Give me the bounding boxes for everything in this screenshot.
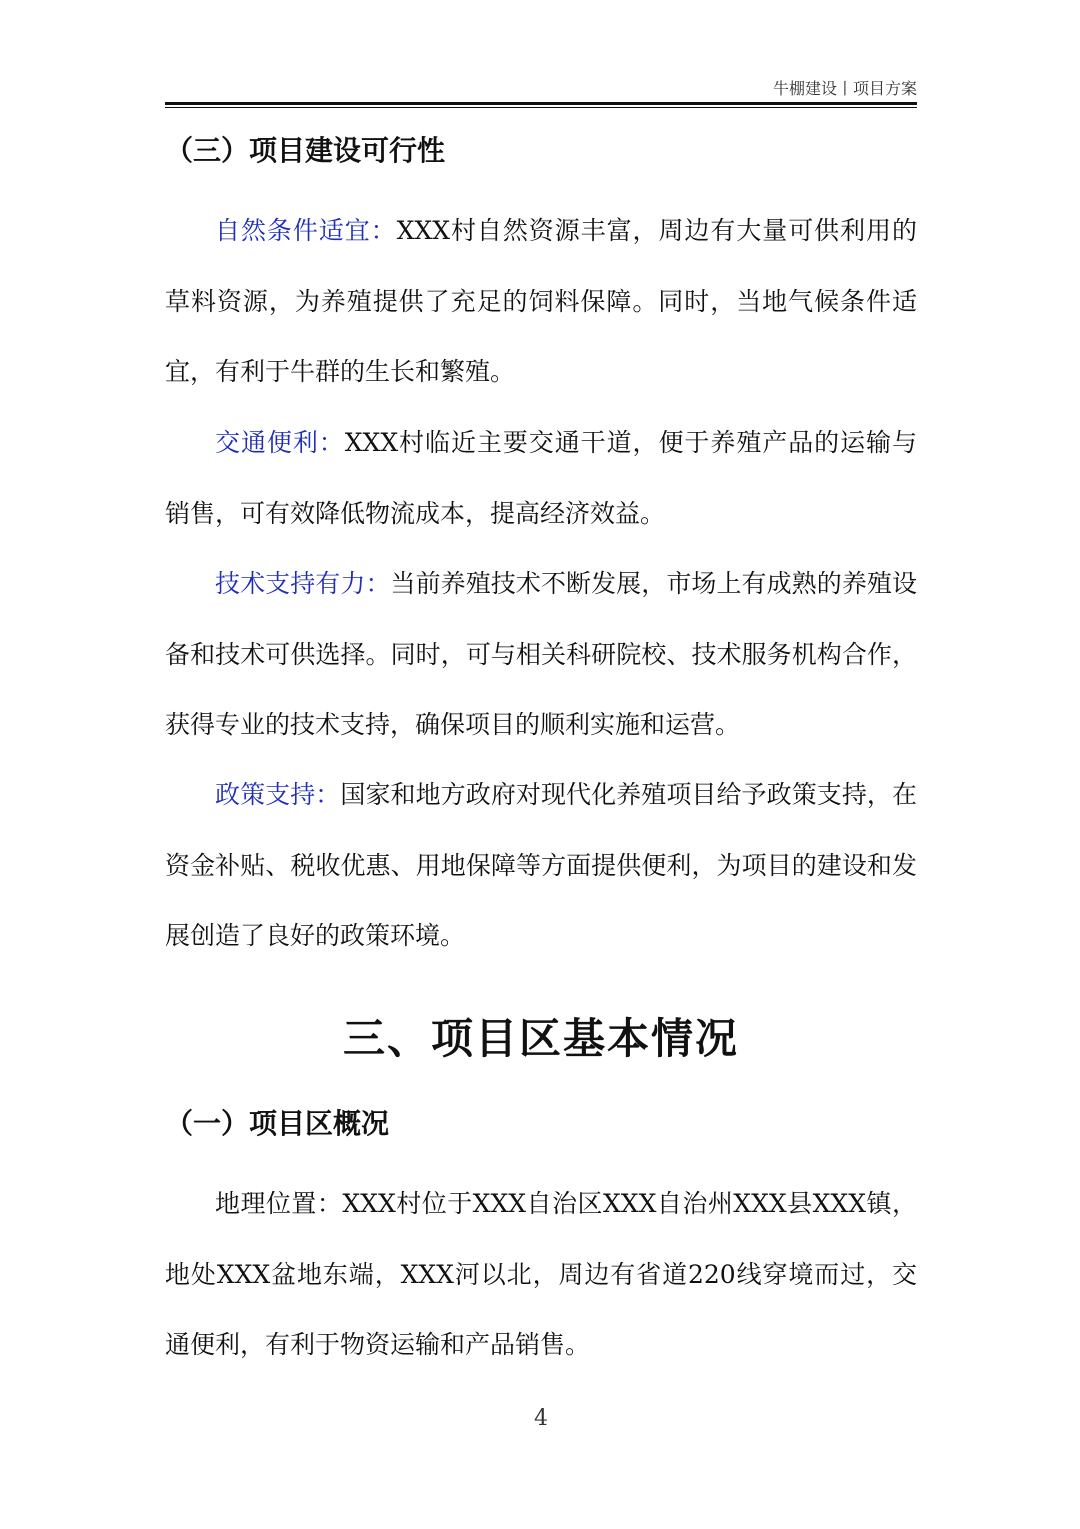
section-heading-overview: （一）项目区概况: [165, 1107, 390, 1140]
running-header: 牛棚建设丨项目方案: [772, 79, 917, 98]
paragraph-lead-policy-support: 政策支持：: [215, 780, 341, 809]
paragraph-body-natural-conditions: XXX村自然资源丰富，周边有大量可供利用的草料资源，为养殖提供了充足的饲料保障。同时，当地气候条件适宜，有利于牛群的生长和繁殖。: [165, 216, 917, 386]
paragraph-policy-support: [165, 760, 917, 972]
header-rule-thin: [165, 107, 917, 108]
paragraph-technical-support: [165, 549, 917, 761]
paragraph-body-transportation: XXX村临近主要交通干道，便于养殖产品的运输与销售，可有效降低物流成本，提高经济效益。: [165, 428, 917, 528]
paragraph-body-technical-support: 当前养殖技术不断发展，市场上有成熟的养殖设备和技术可供选择。同时，可与相关科研院校、技术服务机构合作，获得专业的技术支持，确保项目的顺利实施和运营。: [165, 569, 917, 739]
paragraph-lead-transportation: 交通便利：: [215, 428, 345, 457]
section-heading-feasibility: （三）项目建设可行性: [165, 134, 446, 167]
paragraph-lead-technical-support: 技术支持有力：: [215, 569, 391, 598]
paragraph-natural-conditions: [165, 196, 917, 408]
paragraph-geographic-location: 地理位置：XXX村位于XXX自治区XXX自治州XXX县XXX镇，地处XXX盆地东端，XXX河以北，周边有省道220线穿境而过，交通便利，有利于物资运输和产品销售。: [165, 1189, 917, 1359]
paragraph-lead-natural-conditions: 自然条件适宜：: [215, 216, 397, 245]
chapter-title: 三、项目区基本情况: [342, 1014, 739, 1063]
header-rule-thick: [165, 102, 917, 105]
paragraph-transportation: [165, 408, 917, 549]
page-number: 4: [534, 1406, 548, 1431]
paragraph-body-policy-support: 国家和地方政府对现代化养殖项目给予政策支持，在资金补贴、税收优惠、用地保障等方面提供便利，为项目的建设和发展创造了良好的政策环境。: [165, 780, 917, 950]
